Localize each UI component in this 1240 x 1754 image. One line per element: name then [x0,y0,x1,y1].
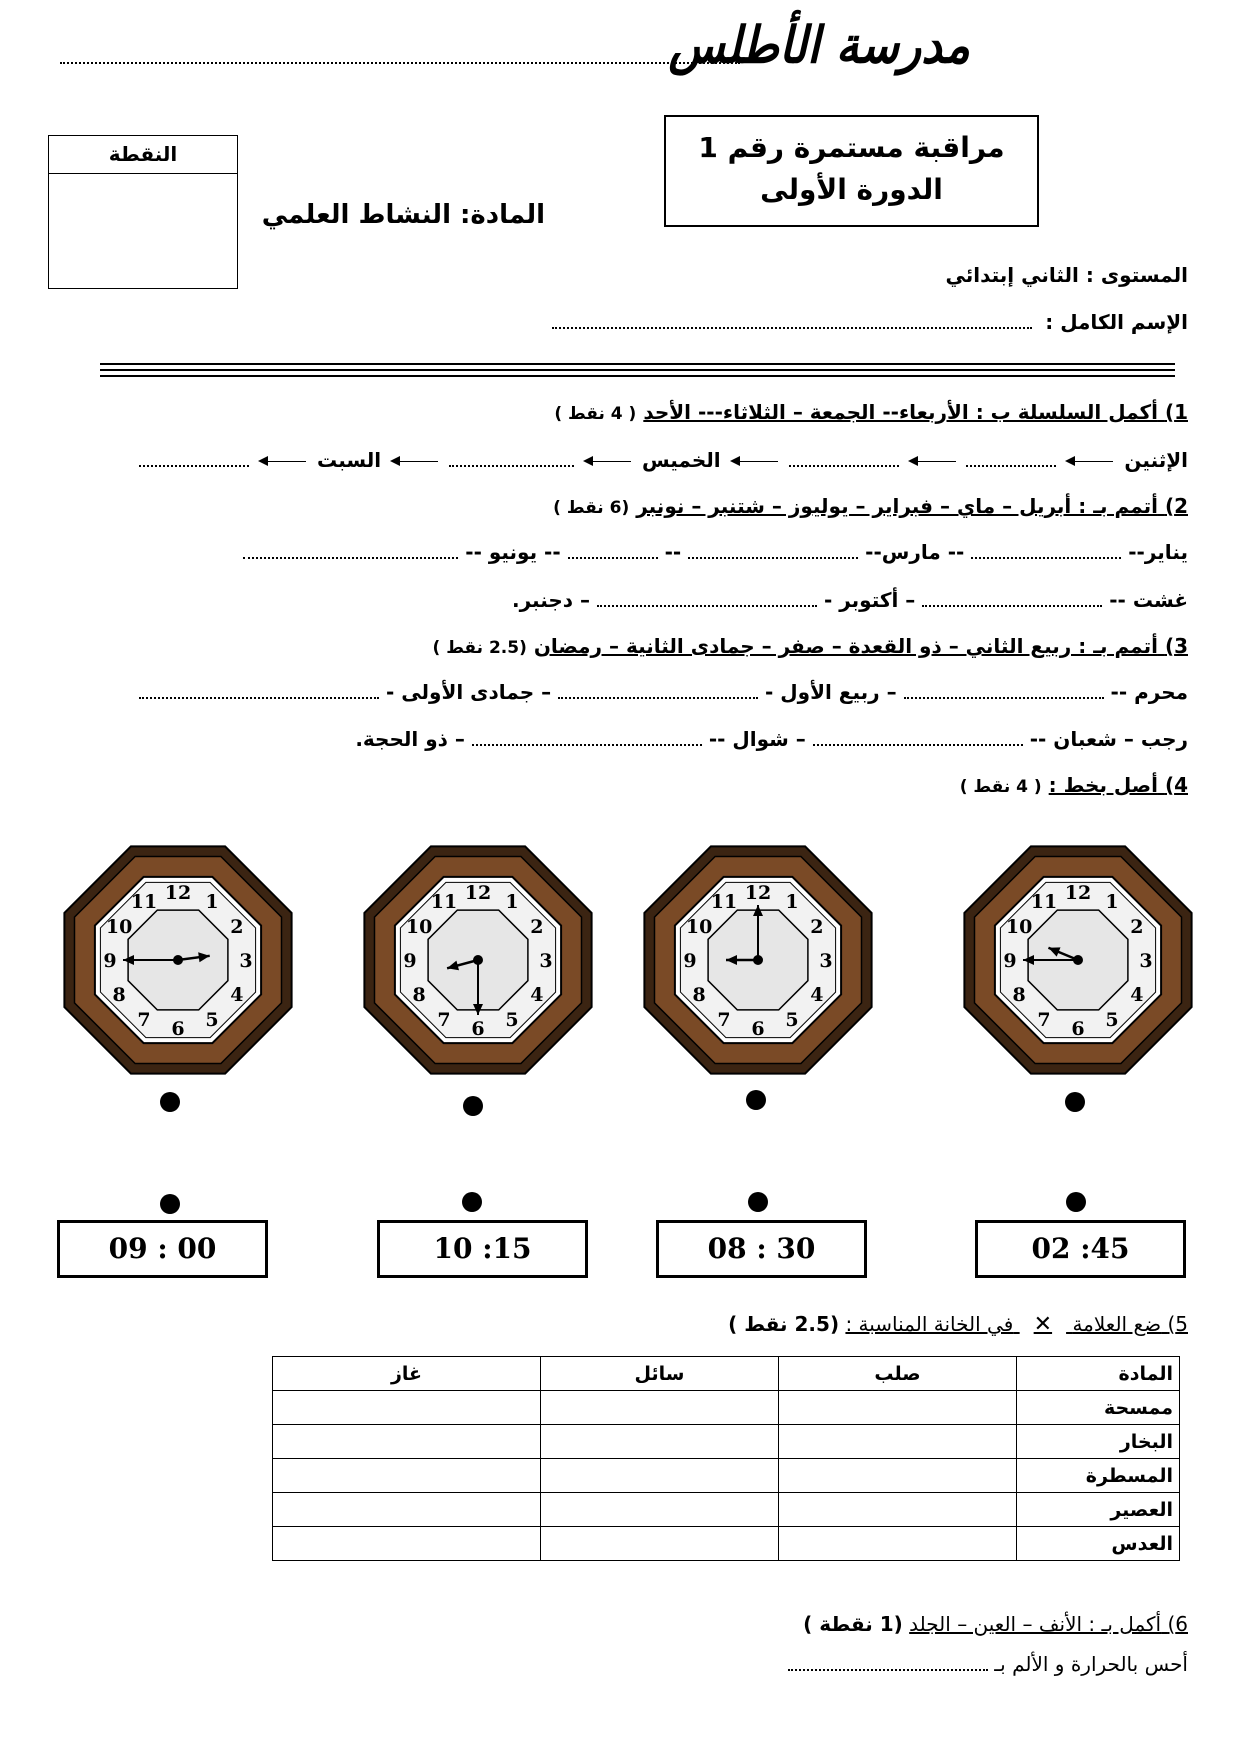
q2-text: أتمم بـ : أبريل – ماي – فبراير – يوليوز – شتنبر – نونبر [636,494,1158,518]
clock-number: 9 [103,950,117,972]
table-header: سائل [541,1357,779,1391]
q5-text: ضع العلامة [1072,1312,1162,1336]
q2-text: -- مارس-- [865,540,965,564]
match-dot[interactable] [746,1090,766,1110]
table-header: غاز [273,1357,541,1391]
q5-prompt [728,1312,1188,1337]
clock-number: 11 [430,891,458,914]
table-row [273,1527,1180,1561]
clock-number: 5 [1105,1008,1119,1031]
clock [64,846,291,1073]
q1-prompt [554,400,1188,424]
clock-number: 12 [164,882,192,904]
table-header-row [273,1357,1180,1391]
clock-number: 4 [230,984,244,1006]
q2-blank[interactable] [971,543,1121,559]
row-label: العدس [1017,1527,1180,1561]
q3-text: محرم -- [1110,680,1188,704]
q1-number: 1) [1164,400,1188,424]
clock-number: 8 [112,984,126,1006]
table-header: صلب [779,1357,1017,1391]
q5-text-2: في الخانة المناسبة : [845,1312,1014,1336]
q3-blank[interactable] [139,683,379,699]
q2-prompt [553,494,1188,518]
separator-bottom [100,375,1175,377]
q1-item-thursday: الخميس [641,448,721,472]
clock-number: 6 [171,1018,185,1040]
clock-number: 8 [412,984,426,1006]
q2-line-2 [512,588,1188,612]
arrow-icon [260,461,306,462]
clock-pivot [753,955,763,965]
answer-cell[interactable] [779,1391,1017,1425]
clock-number: 5 [205,1008,219,1031]
answer-cell[interactable] [541,1527,779,1561]
answer-cell[interactable] [779,1527,1017,1561]
clock-pivot [1073,955,1083,965]
q2-line-1 [243,540,1188,564]
clock-number: 7 [437,1008,451,1031]
q2-text: غشت -- [1109,588,1188,612]
full-name-label: الإسم الكامل : [1045,310,1188,334]
clocks-row [0,830,1240,1100]
q3-points: (2.5 نقط ) [432,638,527,658]
clock-number: 3 [539,950,553,972]
answer-cell[interactable] [541,1459,779,1493]
test-title-2: الدورة الأولى [760,173,943,206]
match-dot[interactable] [1066,1192,1086,1212]
q1-sequence [139,448,1188,472]
table-row [273,1493,1180,1527]
clock-number: 3 [819,950,833,972]
x-mark-icon: ✕ [1033,1312,1053,1337]
clock-number: 11 [710,891,738,914]
q6-line [788,1652,1188,1676]
q2-number: 2) [1164,494,1188,518]
q2-blank[interactable] [597,591,817,607]
table-row [273,1391,1180,1425]
q3-number: 3) [1164,634,1188,658]
q2-text: – دجنبر. [511,588,590,612]
clock-number: 7 [137,1008,151,1031]
q2-text: – أكتوبر - [823,588,916,612]
matter-table [272,1356,1180,1561]
clock-number: 12 [1064,882,1092,904]
match-dot[interactable] [160,1194,180,1214]
q6-sentence: أحس بالحرارة و الألم بـ [994,1652,1188,1676]
clock-pivot [173,955,183,965]
answer-cell[interactable] [273,1425,541,1459]
answer-cell[interactable] [273,1459,541,1493]
clock-number: 3 [239,950,253,972]
q1-text: أكمل السلسلة ب : الأربعاء-- الجمعة – الثلاثاء--- الأحد [643,400,1158,424]
q1-points: ( 4 نقط ) [554,404,637,424]
clock-number: 10 [1005,916,1033,938]
time-box: 08 : 30 [656,1220,867,1278]
q1-item-saturday: السبت [317,448,382,472]
q3-text: – ذو الحجة. [355,727,465,751]
clock-number: 5 [505,1008,519,1031]
q1-blank[interactable] [139,451,249,467]
q3-text: – جمادى الأولى - [386,680,552,704]
clock-number: 9 [683,950,697,972]
arrow-icon [732,461,778,462]
clock [964,846,1191,1073]
q6-prompt [803,1612,1188,1636]
answer-cell[interactable] [541,1493,779,1527]
answer-cell[interactable] [779,1425,1017,1459]
q2-blank[interactable] [568,543,658,559]
q2-points: (6 نقط ) [553,498,630,518]
row-label: المسطرة [1017,1459,1180,1493]
q3-line-1 [139,680,1188,704]
q4-number: 4) [1164,773,1188,797]
clock-number: 6 [471,1018,485,1040]
clock-number: 10 [405,916,433,938]
q6-blank[interactable] [788,1655,988,1671]
separator-mid [100,369,1175,371]
clock-pivot [473,955,483,965]
q3-prompt [433,634,1188,658]
q3-text: أتمم بـ : ربيع الثاني – ذو القعدة – صفر – جمادى الثانية – رمضان [533,634,1158,658]
q1-blank[interactable] [449,451,574,467]
full-name-blank[interactable] [552,313,1032,329]
clock-number: 4 [530,984,544,1006]
clock-number: 12 [744,882,772,904]
clock-number: 2 [530,916,544,938]
clock-number: 1 [505,891,519,914]
time-box: 09 : 00 [57,1220,268,1278]
q2-text: يناير-- [1128,540,1188,564]
q2-blank[interactable] [688,543,858,559]
q2-text: -- [664,540,682,564]
clock-number: 9 [403,950,417,972]
clock-number: 7 [1037,1008,1051,1031]
q6-number: 6) [1167,1612,1188,1636]
q3-line-2 [355,727,1188,751]
q1-blank[interactable] [789,451,899,467]
q3-text: رجب – شعبان -- [1029,727,1188,751]
clock [644,846,871,1073]
answer-cell[interactable] [273,1391,541,1425]
q2-blank[interactable] [243,543,458,559]
row-label: العصير [1017,1493,1180,1527]
clock-number: 7 [717,1008,731,1031]
q6-text: أكمل بـ : الأنف – العين – الجلد [909,1612,1162,1636]
level: المستوى : الثاني إبتدائي [945,263,1188,287]
score-label: النقطة [49,136,237,174]
clock-number: 10 [685,916,713,938]
table-row [273,1425,1180,1459]
answer-cell[interactable] [779,1493,1017,1527]
time-box: 10 :15 [377,1220,588,1278]
clock-number: 12 [464,882,492,904]
clock [364,846,591,1073]
clock-number: 8 [692,984,706,1006]
answer-cell[interactable] [541,1391,779,1425]
clock-number: 11 [1030,891,1058,914]
answer-cell[interactable] [273,1493,541,1527]
clock-number: 9 [1003,950,1017,972]
row-label: ممسحة [1017,1391,1180,1425]
clock-number: 10 [105,916,133,938]
q1-item-monday: الإثنين [1124,448,1188,472]
clock-number: 5 [785,1008,799,1031]
school-name: مدرسة الأطلس [668,15,970,75]
q3-blank[interactable] [813,730,1023,746]
table-header: المادة [1017,1357,1180,1391]
clock-number: 11 [130,891,158,914]
clock-number: 2 [810,916,824,938]
q3-blank[interactable] [558,683,758,699]
match-dot[interactable] [160,1092,180,1112]
match-dot[interactable] [748,1192,768,1212]
clock-number: 8 [1012,984,1026,1006]
q3-text: – ربيع الأول - [765,680,897,704]
clock-number: 6 [1071,1018,1085,1040]
q3-text: – شوال -- [708,727,806,751]
q5-number: 5) [1167,1312,1188,1336]
test-title-1: مراقبة مستمرة رقم 1 [698,131,1005,164]
clock-number: 1 [785,891,799,914]
q2-text: -- يونيو -- [465,540,561,564]
time-box: 02 :45 [975,1220,1186,1278]
q6-points: (1 نقطة ) [803,1612,903,1636]
answer-cell[interactable] [541,1425,779,1459]
clock-number: 1 [1105,891,1119,914]
q1-blank[interactable] [966,451,1056,467]
subject: المادة: النشاط العلمي [261,200,545,230]
row-label: البخار [1017,1425,1180,1459]
clock-number: 2 [230,916,244,938]
q5-points: (2.5 نقط ) [728,1312,840,1336]
arrow-icon [585,461,631,462]
match-dot[interactable] [1065,1092,1085,1112]
score-box [48,135,238,289]
clock-number: 6 [751,1018,765,1040]
arrow-icon [910,461,956,462]
q4-prompt [960,773,1188,797]
test-title-box [664,115,1039,227]
q4-text: أصل بخط : [1048,773,1158,797]
q4-points: ( 4 نقط ) [959,777,1042,797]
full-name-field[interactable] [552,310,1188,334]
q2-blank[interactable] [922,591,1102,607]
q3-blank[interactable] [904,683,1104,699]
clock-number: 4 [1130,984,1144,1006]
answer-cell[interactable] [273,1527,541,1561]
arrow-icon [1067,461,1113,462]
clock-number: 1 [205,891,219,914]
table-row [273,1459,1180,1493]
q3-blank[interactable] [472,730,702,746]
match-dot[interactable] [462,1192,482,1212]
arrow-icon [392,461,438,462]
clock-number: 3 [1139,950,1153,972]
clock-number: 2 [1130,916,1144,938]
clock-number: 4 [810,984,824,1006]
separator-top [100,363,1175,365]
header-dotted-line [60,62,740,64]
match-dot[interactable] [463,1096,483,1116]
answer-cell[interactable] [779,1459,1017,1493]
